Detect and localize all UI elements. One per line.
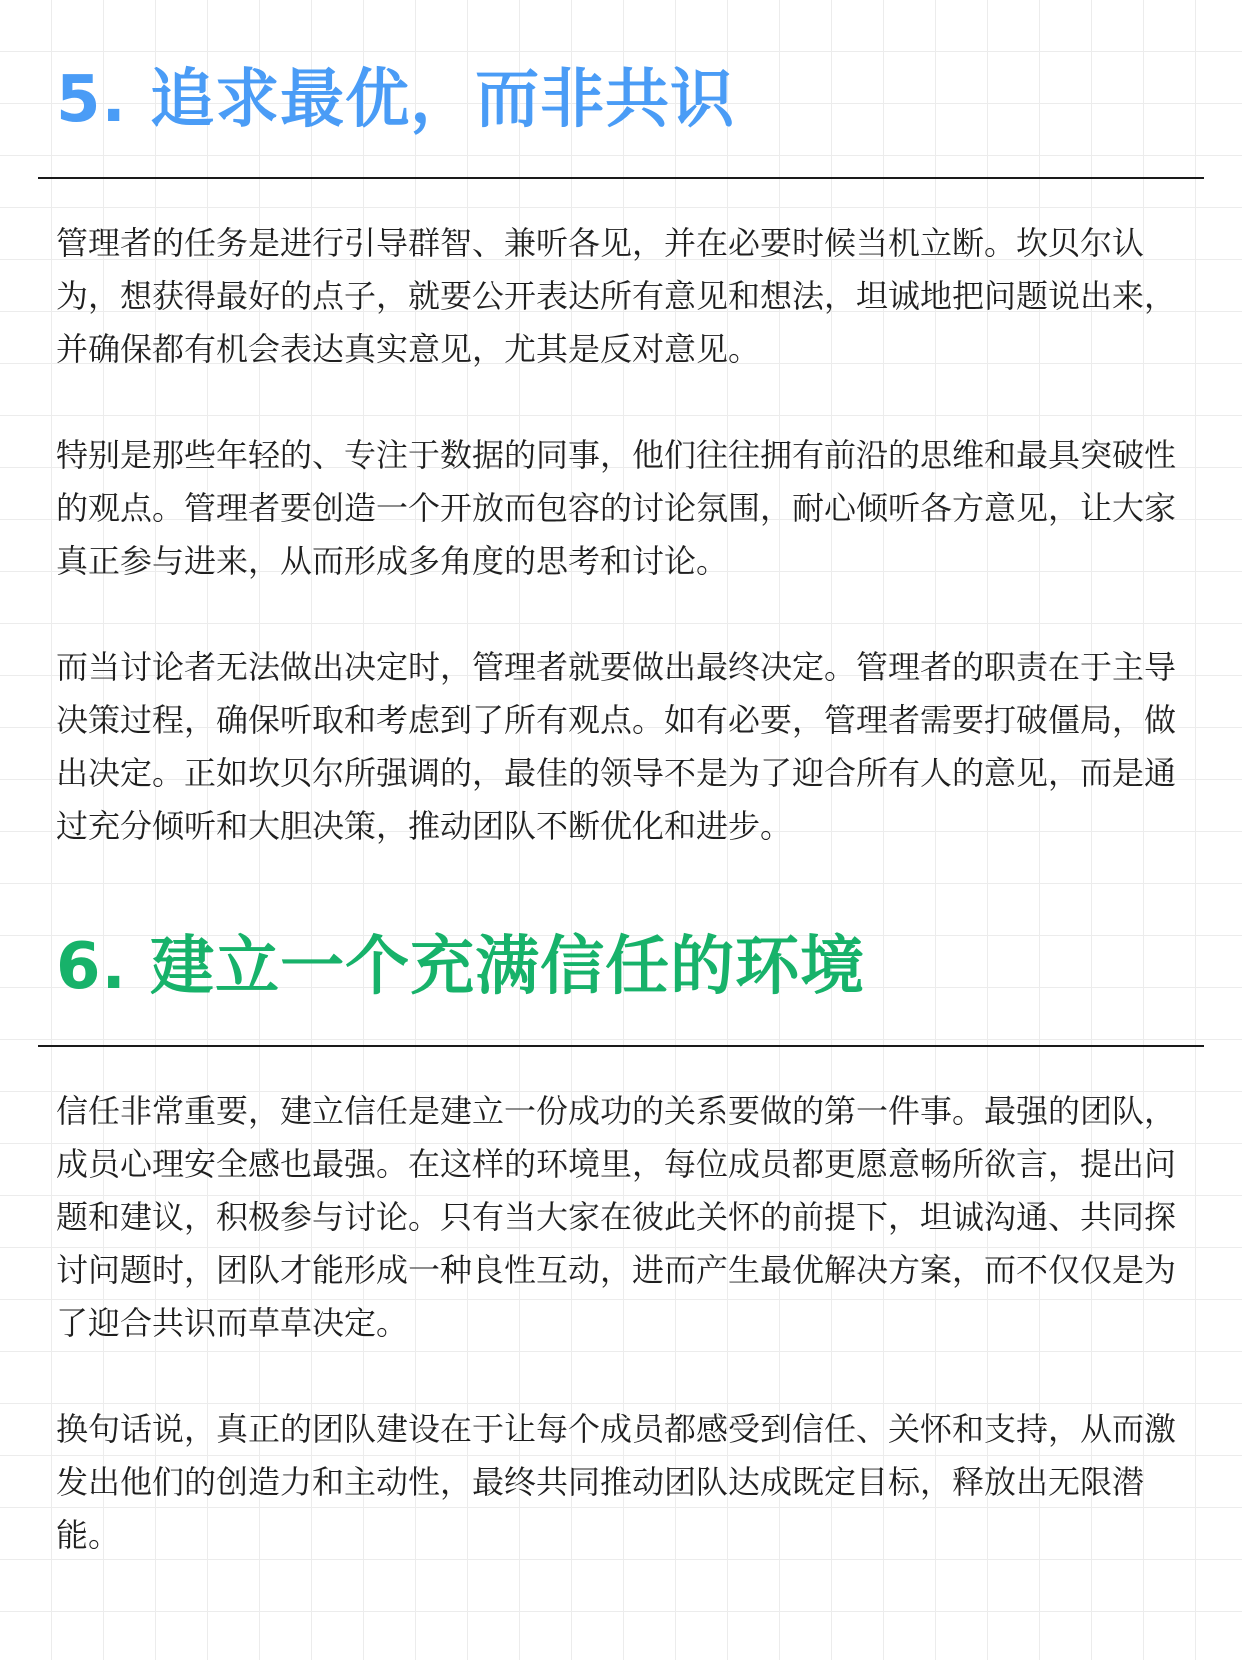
section-5-heading: 5. 追求最优，而非共识 xyxy=(56,63,736,137)
section-6-divider xyxy=(38,1045,1204,1047)
section-5-divider xyxy=(38,177,1204,179)
section-6-paragraph-2: 换句话说，真正的团队建设在于让每个成员都感受到信任、关怀和支持，从而激发出他们的创造力和主动性，最终共同推动团队达成既定目标，释放出无限潜能。 xyxy=(56,1410,1177,1554)
section-6-paragraph-1: 信任非常重要，建立信任是建立一份成功的关系要做的第一件事。最强的团队，成员心理安全感也最强。在这样的环境里，每位成员都更愿意畅所欲言，提出问题和建议，积极参与讨论。只有当大家在彼此关怀的前提下，坦诚沟通、共同探讨问题时，团队才能形成一种良性互动，进而产生最优解决方案，而不仅仅是为了迎合共识而草草决定。 xyxy=(56,1092,1177,1342)
section-5-paragraph-1: 管理者的任务是进行引导群智、兼听各见，并在必要时候当机立断。坎贝尔认为，想获得最好的点子，就要公开表达所有意见和想法，坦诚地把问题说出来，并确保都有机会表达真实意见，尤其是反对意见。 xyxy=(56,224,1177,368)
section-5-paragraph-3: 而当讨论者无法做出决定时，管理者就要做出最终决定。管理者的职责在于主导决策过程，确保听取和考虑到了所有观点。如有必要，管理者需要打破僵局，做出决定。正如坎贝尔所强调的，最佳的领导不是为了迎合所有人的意见，而是通过充分倾听和大胆决策，推动团队不断优化和进步。 xyxy=(56,648,1177,845)
section-6-heading: 6. 建立一个充满信任的环境 xyxy=(56,930,866,1004)
section-5-paragraph-2: 特别是那些年轻的、专注于数据的同事，他们往往拥有前沿的思维和最具突破性的观点。管理者要创造一个开放而包容的讨论氛围，耐心倾听各方意见，让大家真正参与进来，从而形成多角度的思考和讨论。 xyxy=(56,436,1177,580)
